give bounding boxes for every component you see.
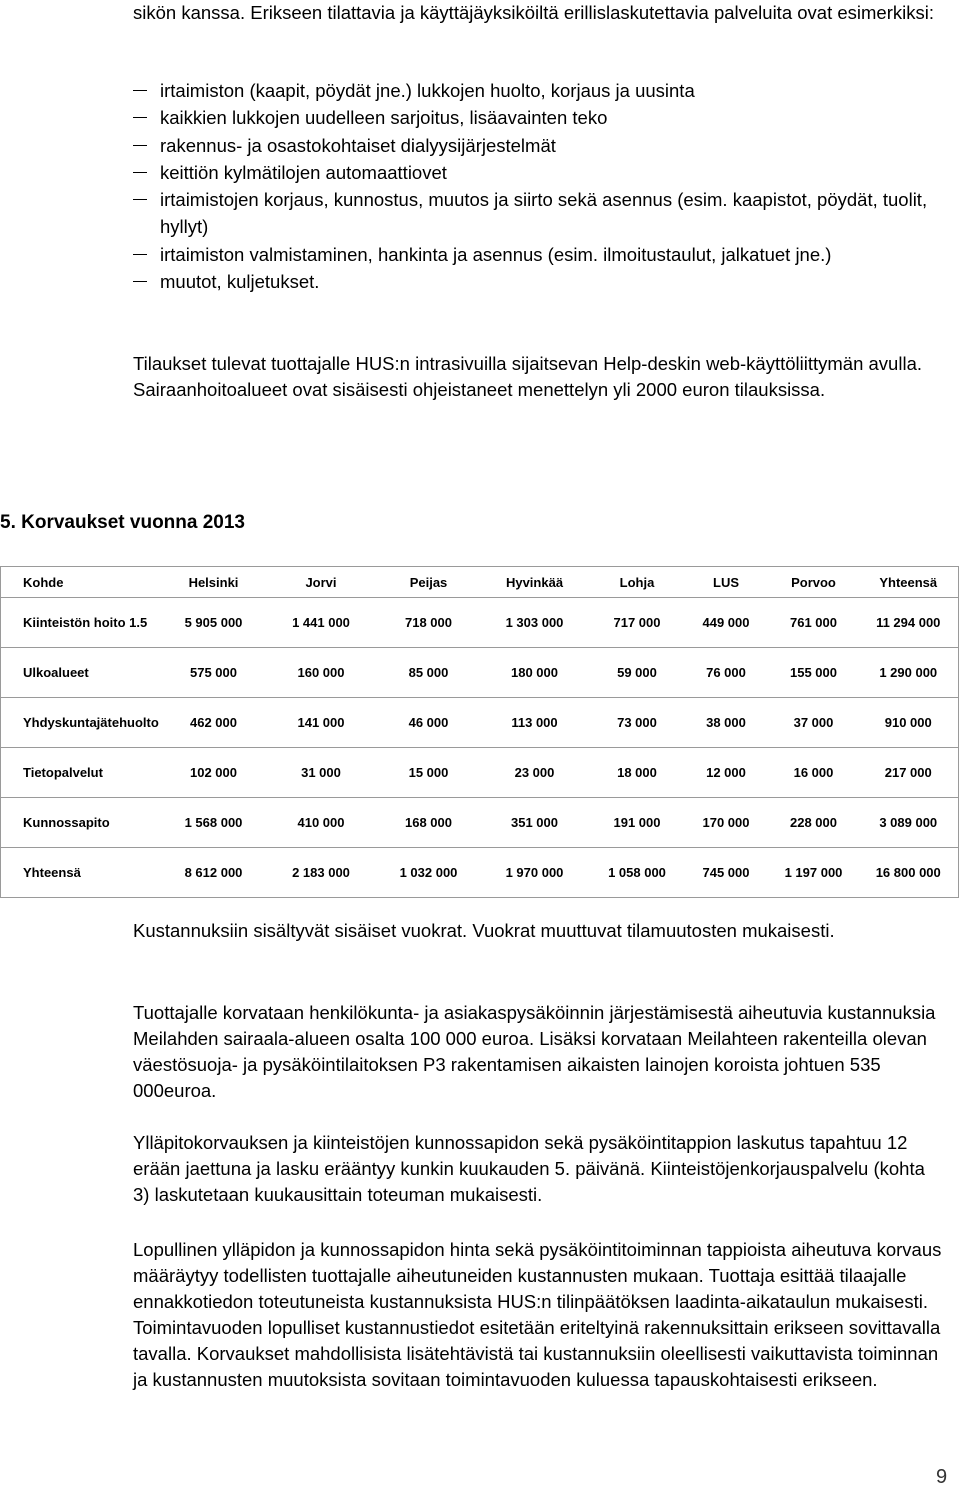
- page-number: 9: [936, 1466, 948, 1488]
- dash-bullet-icon: [133, 145, 147, 146]
- table-cell: 228 000: [769, 798, 859, 848]
- service-list: [133, 77, 945, 295]
- table-row: [1, 798, 959, 848]
- table-cell: 1 568 000: [164, 798, 264, 848]
- table-cell: 85 000: [379, 648, 479, 698]
- parking-paragraph: Tuottajalle korvataan henkilökunta- ja asiakaspysäköinnin järjestämisestä aiheutuvia kustannuksia Meilahden sairaala-alueen osalta 100 000 euroa. Lisäksi korvataan Meilahteen rakenteilla olevan väestösuoja- ja pysäköintilaitoksen P3 rakentamisen aikaisten lainojen koroista johtuen 535 000euroa.: [133, 1002, 936, 1101]
- table-cell: 717 000: [591, 598, 684, 648]
- dash-bullet-icon: [133, 281, 147, 282]
- header-cell: Yhteensä: [859, 567, 959, 598]
- header-cell: Peijas: [379, 567, 479, 598]
- table-cell: 1 058 000: [591, 848, 684, 898]
- table-cell: 410 000: [264, 798, 379, 848]
- list-item-text: kaikkien lukkojen uudelleen sarjoitus, lisäavainten teko: [160, 107, 608, 129]
- table-cell: 73 000: [591, 698, 684, 748]
- list-item-text: irtaimistojen korjaus, kunnostus, muutos ja siirto sekä asennus (esim. kaapistot, pöydät, tuolit, hyllyt): [160, 189, 928, 238]
- row-label: Tietopalvelut: [1, 748, 164, 798]
- final-price-paragraph: Lopullinen ylläpidon ja kunnossapidon hinta sekä pysäköintitoiminnan tappioista aiheutuva korvaus määräytyy todellisten tuottajalle aiheutuneiden kustannusten mukaan. Tuottaja esittää tilaajalle ennakkotiedon toteutuneista kustannuksista HUS:n tilinpäätöksen laadinta-aikataulun mukaisesti. Toimintavuoden lopulliset kustannustiedot esitetään eriteltyinä rakennuksittain erikseen sovittavalla tavalla. Korvaukset mahdollisista lisätehtävistä tai kustannuksiin oleellisesti vaikuttavista toiminnan ja kustannusten muutoksista sovitaan toimintavuoden kuluessa tapauskohtaisesti erikseen.: [133, 1239, 942, 1390]
- list-item-text: rakennus- ja osastokohtaiset dialyysijärjestelmät: [160, 134, 556, 156]
- table-cell: 8 612 000: [164, 848, 264, 898]
- table-row: [1, 648, 959, 698]
- list-item: [133, 268, 945, 295]
- table-cell: 1 970 000: [479, 848, 591, 898]
- table-cell: 37 000: [769, 698, 859, 748]
- invoicing-paragraph: Ylläpitokorvauksen ja kiinteistöjen kunnossapidon sekä pysäköintitappion laskutus tapahtuu 12 erään jaettuna ja lasku erääntyy kunkin kuukauden 5. päivänä. Kiinteistöjenkorjauspalvelu (kohta 3) laskutetaan kuukausittain toteuman mukaisesti.: [133, 1132, 925, 1205]
- header-cell: Helsinki: [164, 567, 264, 598]
- list-item-text: irtaimiston valmistaminen, hankinta ja asennus (esim. ilmoitustaulut, jalkatuet jne.): [160, 243, 832, 265]
- table-cell: 16 800 000: [859, 848, 959, 898]
- table-cell: 351 000: [479, 798, 591, 848]
- table-cell: 575 000: [164, 648, 264, 698]
- list-item-text: muutot, kuljetukset.: [160, 271, 320, 293]
- list-item: [133, 241, 945, 268]
- table-cell: 12 000: [684, 748, 769, 798]
- table-cell: 15 000: [379, 748, 479, 798]
- section-heading: 5. Korvaukset vuonna 2013: [0, 512, 245, 533]
- row-label: Yhteensä: [1, 848, 164, 898]
- table-cell: 170 000: [684, 798, 769, 848]
- header-cell: Porvoo: [769, 567, 859, 598]
- orders-paragraph: Tilaukset tulevat tuottajalle HUS:n intrasivuilla sijaitsevan Help-deskin web-käyttöliittymän avulla. Sairaanhoitoalueet ovat sisäisesti ohjeistaneet menettelyn yli 2000 euron tilauksissa.: [133, 353, 922, 400]
- row-label: Ulkoalueet: [1, 648, 164, 698]
- table-cell: 1 303 000: [479, 598, 591, 648]
- header-cell: Hyvinkää: [479, 567, 591, 598]
- row-label: Kunnossapito: [1, 798, 164, 848]
- header-cell: Kohde: [1, 567, 164, 598]
- table-cell: 1 290 000: [859, 648, 959, 698]
- table-cell: 5 905 000: [164, 598, 264, 648]
- table-cell: 18 000: [591, 748, 684, 798]
- row-label: Kiinteistön hoito 1.5: [1, 598, 164, 648]
- table-cell: 38 000: [684, 698, 769, 748]
- compensation-table: [0, 566, 959, 898]
- list-item-text: irtaimiston (kaapit, pöydät jne.) lukkojen huolto, korjaus ja uusinta: [160, 80, 695, 101]
- table-cell: 180 000: [479, 648, 591, 698]
- table-cell: 23 000: [479, 748, 591, 798]
- dash-bullet-icon: [133, 172, 147, 173]
- table-cell: 449 000: [684, 598, 769, 648]
- table-cell: 160 000: [264, 648, 379, 698]
- table-cell: 910 000: [859, 698, 959, 748]
- table-cell: 168 000: [379, 798, 479, 848]
- dash-bullet-icon: [133, 90, 147, 91]
- list-item: [133, 77, 945, 104]
- table-cell: 11 294 000: [859, 598, 959, 648]
- table-cell: 745 000: [684, 848, 769, 898]
- dash-bullet-icon: [133, 117, 147, 118]
- table-cell: 2 183 000: [264, 848, 379, 898]
- intro-paragraph: sikön kanssa. Erikseen tilattavia ja käyttäjäyksiköiltä erillislaskutettavia palveluita ovat esimerkiksi:: [133, 2, 934, 23]
- table-cell: 59 000: [591, 648, 684, 698]
- table-cell: 3 089 000: [859, 798, 959, 848]
- list-item: [133, 132, 945, 159]
- table-cell: 16 000: [769, 748, 859, 798]
- dash-bullet-icon: [133, 254, 147, 255]
- table-cell: 46 000: [379, 698, 479, 748]
- table-cell: 113 000: [479, 698, 591, 748]
- table-cell: 1 197 000: [769, 848, 859, 898]
- table-cell: 31 000: [264, 748, 379, 798]
- table-cell: 76 000: [684, 648, 769, 698]
- table-row: [1, 598, 959, 648]
- table-cell: 155 000: [769, 648, 859, 698]
- header-cell: Jorvi: [264, 567, 379, 598]
- header-cell: LUS: [684, 567, 769, 598]
- table-row: [1, 848, 959, 898]
- list-item: [133, 104, 945, 131]
- table-cell: 141 000: [264, 698, 379, 748]
- rent-paragraph: Kustannuksiin sisältyvät sisäiset vuokrat. Vuokrat muuttuvat tilamuutosten mukaisesti.: [133, 920, 835, 941]
- table-cell: 102 000: [164, 748, 264, 798]
- list-item: [133, 159, 945, 186]
- table-cell: 217 000: [859, 748, 959, 798]
- dash-bullet-icon: [133, 199, 147, 200]
- table-row: [1, 748, 959, 798]
- table-cell: 718 000: [379, 598, 479, 648]
- table-header-row: [1, 567, 959, 598]
- row-label: Yhdyskuntajätehuolto: [1, 698, 164, 748]
- header-cell: Lohja: [591, 567, 684, 598]
- list-item: [133, 186, 945, 241]
- table-cell: 1 032 000: [379, 848, 479, 898]
- table-row: [1, 698, 959, 748]
- table-cell: 1 441 000: [264, 598, 379, 648]
- table-cell: 761 000: [769, 598, 859, 648]
- list-item-text: keittiön kylmätilojen automaattiovet: [160, 161, 447, 183]
- table-cell: 462 000: [164, 698, 264, 748]
- table-cell: 191 000: [591, 798, 684, 848]
